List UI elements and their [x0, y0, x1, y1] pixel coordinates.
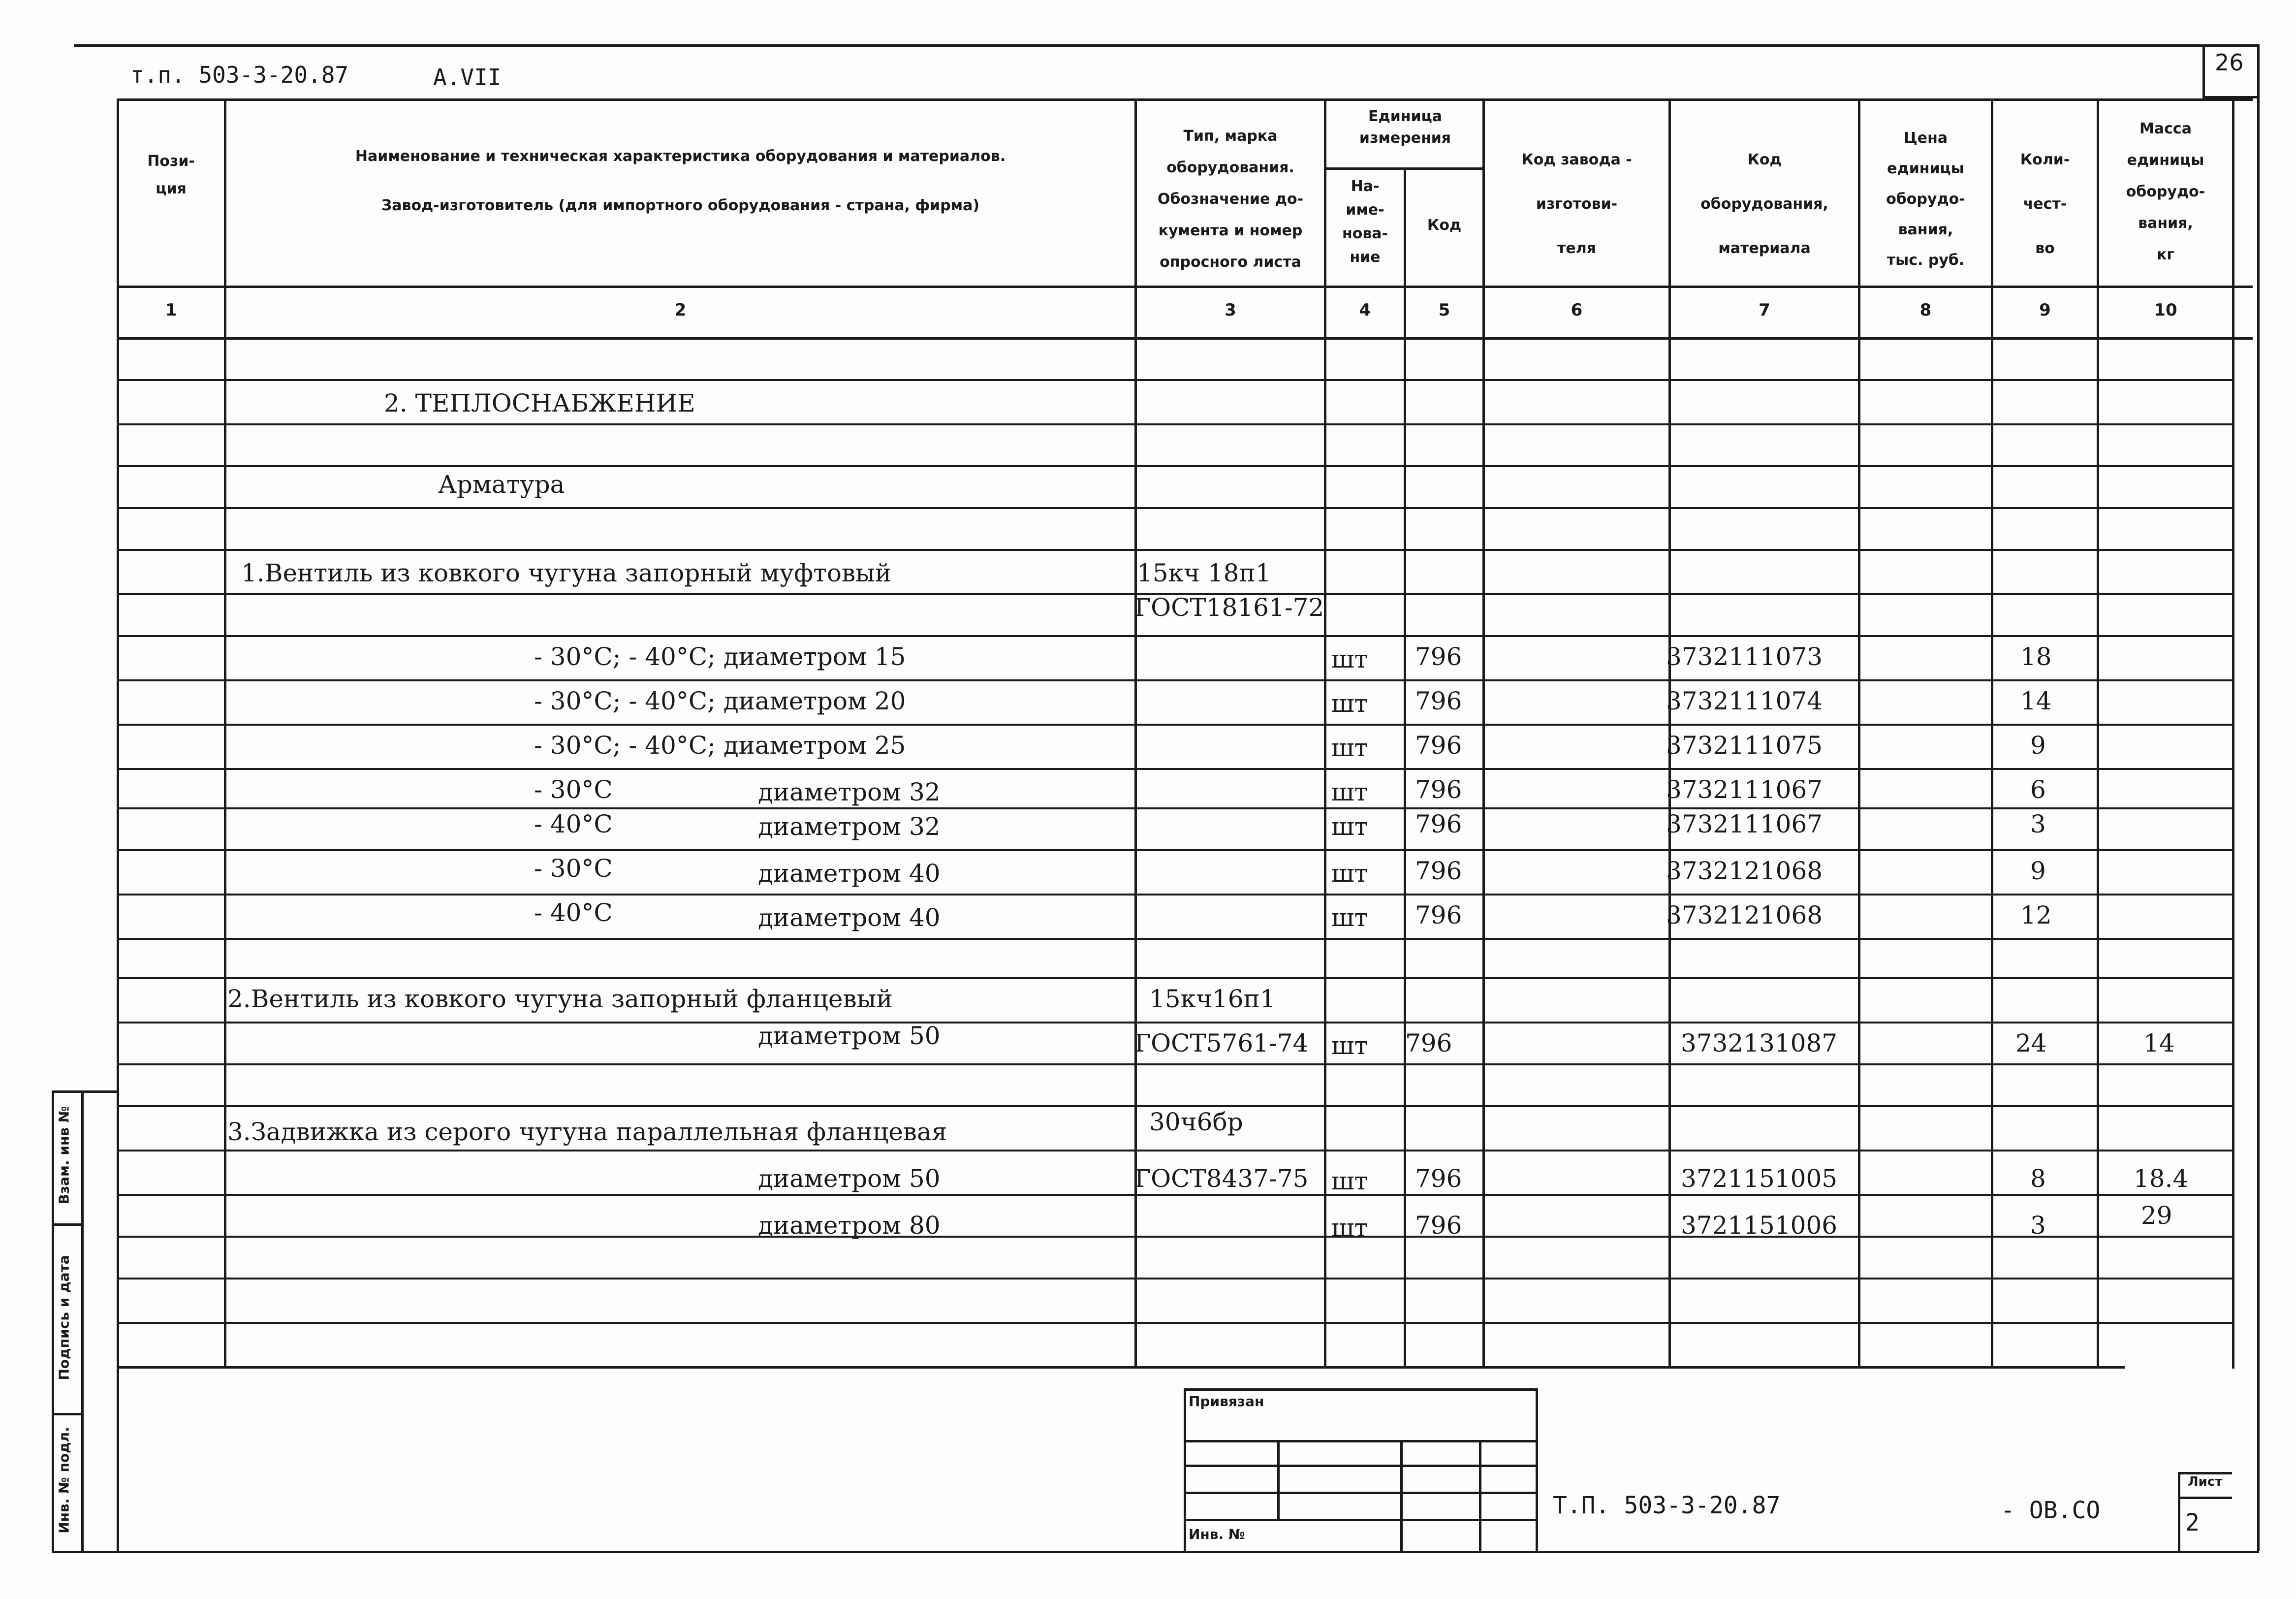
colnum-10: 10 [2154, 300, 2177, 320]
table-top [117, 98, 2253, 101]
hdr-col10: Масса единицы оборудо- вания, кг [2126, 120, 2205, 263]
item1-row1-unit: шт [1331, 645, 1368, 673]
frame-bottom [52, 1551, 2259, 1553]
row-line [117, 1022, 2233, 1023]
item1-row7-desc-b: диаметром 40 [758, 903, 941, 932]
stamp-line2 [1184, 1465, 1538, 1467]
item1-row6-desc-b: диаметром 40 [758, 859, 941, 888]
stamp-left [1184, 1388, 1186, 1553]
stamp-right [1536, 1388, 1538, 1553]
item1-row5-qty: 3 [2030, 810, 2046, 838]
subsection-title: Арматура [438, 470, 565, 499]
stamp-inv: Инв. № [1189, 1526, 1245, 1542]
colnum-2: 2 [674, 300, 687, 320]
colnum-8: 8 [1919, 300, 1932, 320]
item1-row1-desc: - 30°C; - 40°C; диаметром 15 [534, 642, 906, 671]
item3-row1-code: 796 [1415, 1164, 1462, 1193]
list-label: Лист [2188, 1474, 2223, 1489]
item3-row2-eq: 3721151006 [1681, 1211, 1838, 1240]
page-number: 26 [2215, 49, 2244, 76]
side-label-vzam: Взам. инв № [56, 1106, 72, 1205]
col-line-7 [1858, 98, 1860, 1369]
item1-row6-eq: 3732121068 [1666, 857, 1823, 885]
top-ref: т.п. 503-3-20.87 [130, 62, 349, 88]
item1-row2-code: 796 [1415, 687, 1462, 715]
frame-right-line [2257, 44, 2260, 1551]
hdr-col2-line2: Завод-изготовитель (для импортного оборудования - страна, фирма) [381, 197, 980, 214]
item2-desc: диаметром 50 [758, 1022, 941, 1050]
item3-row1-mass: 18.4 [2134, 1164, 2189, 1193]
side-strip-div1 [52, 1223, 84, 1226]
hdr-col6: Код завода - изготови- теля [1521, 151, 1632, 257]
list-box-mid [2178, 1497, 2232, 1499]
stamp-line4 [1184, 1519, 1538, 1521]
row-line [117, 379, 2233, 381]
item1-row2-qty: 14 [2020, 687, 2052, 715]
item3-row2-mass: 29 [2141, 1201, 2172, 1230]
item2-name: 2.Вентиль из ковкого чугуна запорный фланцевый [227, 985, 893, 1013]
item3-row1-unit: шт [1331, 1167, 1368, 1195]
stamp-line3 [1184, 1492, 1538, 1494]
hdr-col5: Код [1427, 217, 1462, 234]
item1-row3-code: 796 [1415, 731, 1462, 760]
frame-top-line [74, 44, 2259, 47]
row-line [117, 768, 2233, 770]
item1-row3-eq: 3732111075 [1666, 731, 1823, 760]
row-line [117, 977, 2233, 979]
hdr-col4: На- име- нова- ние [1342, 178, 1388, 266]
stamp-v3 [1479, 1440, 1481, 1553]
item1-row7-qty: 12 [2020, 901, 2052, 929]
item3-type: 30ч6бр [1149, 1108, 1243, 1136]
table-header-bottom [117, 286, 2253, 288]
item2-mass: 14 [2143, 1029, 2175, 1057]
row-line [117, 1063, 2233, 1065]
col-line-8 [1991, 98, 1993, 1369]
item1-row5-unit: шт [1331, 812, 1368, 841]
item1-row3-unit: шт [1331, 734, 1368, 762]
table-numbers-bottom [117, 337, 2253, 340]
item1-row7-eq: 3732121068 [1666, 901, 1823, 929]
page-no-box-left [2202, 44, 2205, 98]
item2-unit: шт [1331, 1031, 1368, 1060]
item1-row7-unit: шт [1331, 903, 1368, 932]
item2-qty: 24 [2015, 1029, 2047, 1057]
item3-row2-desc: диаметром 80 [758, 1211, 941, 1240]
row-line [117, 1322, 2233, 1324]
item2-doc: ГОСТ5761-74 [1134, 1029, 1309, 1057]
item1-row5-desc-a: - 40°C [534, 810, 613, 838]
item2-code: 796 [1405, 1029, 1452, 1057]
row-line [117, 1194, 2233, 1196]
list-number: 2 [2185, 1509, 2200, 1536]
hdr-unit-group: Единица измерения [1359, 108, 1451, 147]
col-line-1 [224, 98, 226, 1369]
item1-doc: ГОСТ18161-72 [1134, 593, 1324, 622]
side-label-inv-podl: Инв. № подл. [56, 1427, 72, 1534]
hdr-col1: Пози- ция [147, 153, 195, 197]
item1-row2-desc: - 30°C; - 40°C; диаметром 20 [534, 687, 906, 715]
item3-doc: ГОСТ8437-75 [1134, 1164, 1309, 1193]
item1-row4-desc-b: диаметром 32 [758, 778, 941, 806]
col-line-3 [1324, 98, 1326, 1369]
item1-row7-desc-a: - 40°C [534, 898, 613, 927]
item1-row5-desc-b: диаметром 32 [758, 812, 941, 841]
row-line [117, 807, 2233, 809]
row-line [117, 1278, 2233, 1279]
stamp-v2 [1400, 1440, 1403, 1553]
row-line [117, 423, 2233, 425]
item3-row2-qty: 3 [2030, 1211, 2046, 1240]
col-line-5 [1482, 98, 1485, 1369]
item1-row1-qty: 18 [2020, 642, 2052, 671]
unit-group-line [1324, 167, 1484, 170]
colnum-5: 5 [1438, 300, 1450, 320]
item3-row2-unit: шт [1331, 1214, 1368, 1242]
row-line [117, 635, 2233, 637]
col-line-9 [2097, 98, 2099, 1369]
item1-row2-eq: 3732111074 [1666, 687, 1823, 715]
row-line [117, 679, 2233, 681]
row-line [117, 724, 2233, 726]
item3-row2-code: 796 [1415, 1211, 1462, 1240]
hdr-col7: Код оборудования, материала [1700, 151, 1828, 257]
stamp-title: Т.П. 503-3-20.87 [1553, 1492, 1781, 1519]
hdr-col3: Тип, марка оборудования. Обозначение до- кумента и номер опросного листа [1157, 128, 1304, 271]
table-body-bottom [117, 1366, 2125, 1369]
side-label-signature: Подпись и дата [56, 1255, 72, 1380]
item1-row6-code: 796 [1415, 857, 1462, 885]
item1-row6-desc-a: - 30°C [534, 854, 613, 883]
row-line [117, 507, 2233, 509]
side-strip-mid [81, 1090, 84, 1553]
item1-row4-eq: 3732111067 [1666, 775, 1823, 804]
colnum-3: 3 [1225, 300, 1236, 320]
top-album: A.VII [433, 64, 502, 91]
item1-row4-code: 796 [1415, 775, 1462, 804]
item3-row1-qty: 8 [2030, 1164, 2046, 1193]
item1-row6-qty: 9 [2030, 857, 2046, 885]
colnum-9: 9 [2039, 300, 2051, 320]
colnum-7: 7 [1759, 300, 1770, 320]
section-title: 2. ТЕПЛОСНАБЖЕНИЕ [384, 389, 695, 417]
item1-row7-code: 796 [1415, 901, 1462, 929]
hdr-col8: Цена единицы оборудо- вания, тыс. руб. [1886, 129, 1965, 269]
item1-row4-qty: 6 [2030, 775, 2046, 804]
item1-row1-code: 796 [1415, 642, 1462, 671]
item1-row5-eq: 3732111067 [1666, 810, 1823, 838]
item1-type: 15кч 18п1 [1137, 559, 1271, 587]
row-line [117, 1150, 2233, 1151]
colnum-4: 4 [1359, 300, 1371, 320]
item1-name: 1.Вентиль из ковкого чугуна запорный муфтовый [241, 559, 892, 587]
row-line [117, 894, 2233, 895]
col-line-10 [2232, 98, 2234, 1369]
row-line [117, 549, 2233, 551]
side-strip-left [52, 1090, 54, 1553]
colnum-6: 6 [1571, 300, 1583, 320]
row-line [117, 849, 2233, 851]
colnum-1: 1 [165, 300, 177, 320]
stamp-line1 [1184, 1440, 1538, 1442]
row-line [117, 465, 2233, 467]
item1-row3-desc: - 30°C; - 40°C; диаметром 25 [534, 731, 906, 760]
item1-row3-qty: 9 [2030, 731, 2046, 760]
item1-row1-eq: 3732111073 [1666, 642, 1823, 671]
list-box-left [2178, 1472, 2180, 1553]
item2-type: 15кч16п1 [1149, 985, 1276, 1013]
stamp-v1 [1277, 1440, 1280, 1521]
item1-row2-unit: шт [1331, 689, 1368, 718]
item1-row5-code: 796 [1415, 810, 1462, 838]
stamp-privyazan: Привязан [1189, 1393, 1264, 1409]
stamp-code: - ОВ.СО [2001, 1497, 2101, 1524]
item3-name: 3.Задвижка из серого чугуна параллельная фланцевая [227, 1118, 947, 1146]
item1-row6-unit: шт [1331, 859, 1368, 888]
item1-row4-unit: шт [1331, 778, 1368, 806]
row-line [117, 938, 2233, 940]
row-line [117, 1105, 2233, 1107]
item3-row1-desc: диаметром 50 [758, 1164, 941, 1193]
item1-row4-desc-a: - 30°C [534, 775, 613, 804]
row-line [117, 1236, 2233, 1238]
stamp-top [1184, 1388, 1538, 1391]
item3-row1-eq: 3721151005 [1681, 1164, 1838, 1193]
hdr-col2-line1: Наименование и техническая характеристика оборудования и материалов. [355, 148, 1006, 165]
item2-eq: 3732131087 [1681, 1029, 1838, 1057]
hdr-col9: Коли- чест- во [2020, 151, 2070, 257]
